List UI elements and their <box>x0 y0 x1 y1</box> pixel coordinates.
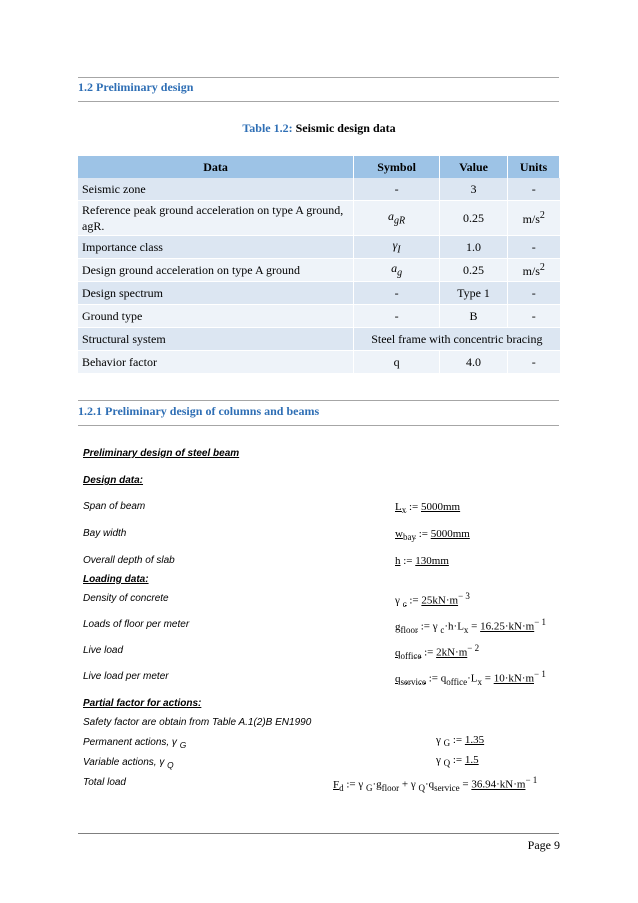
table-row <box>78 351 560 374</box>
cell-symbol: q <box>354 351 440 374</box>
variable-actions-expr: γ $_Q$ := 1.5 <box>436 754 479 769</box>
cell-data: Ground type <box>78 305 354 328</box>
table-row <box>78 178 560 201</box>
bay-label: Bay width <box>83 528 127 539</box>
total-load-label: Total load <box>83 777 126 788</box>
cell-value: 4.0 <box>440 351 508 374</box>
cell-symbol: $a_g$ <box>354 259 440 282</box>
header-data: Data <box>78 156 354 178</box>
table-row <box>78 305 560 328</box>
cell-data: Importance class <box>78 236 354 259</box>
cell-value: 1.0 <box>440 236 508 259</box>
calc-title: Preliminary design of steel beam <box>83 448 240 459</box>
caption-label: Table 1.2: <box>242 121 293 135</box>
cell-symbol: - <box>354 305 440 328</box>
cell-units: - <box>508 178 560 201</box>
header-value: Value <box>440 156 508 178</box>
cell-value: B <box>440 305 508 328</box>
subsection-top-rule <box>78 400 559 401</box>
header-units: Units <box>508 156 560 178</box>
table-caption <box>0 121 638 136</box>
depth-expr: h := 130mm <box>395 555 449 567</box>
cell-merged: Steel frame with concentric bracing <box>354 328 560 351</box>
table-row <box>78 259 560 282</box>
cell-data: Reference peak ground acceleration on type A ground, agR. <box>78 201 354 236</box>
cell-units: - <box>508 305 560 328</box>
subsection-heading: 1.2.1 Preliminary design of columns and beams <box>78 404 320 418</box>
cell-units: $m/s^2$ <box>508 259 560 282</box>
cell-symbol: $a_{gR}$ <box>354 201 440 236</box>
top-rule <box>78 77 559 78</box>
cell-value: 0.25 <box>440 259 508 282</box>
variable-actions-label: Variable actions, γ $_Q$ <box>83 757 174 770</box>
subsection-rule <box>78 425 559 426</box>
floor-load-label: Loads of floor per meter <box>83 619 190 630</box>
cell-symbol: - <box>354 178 440 201</box>
cell-units: - <box>508 236 560 259</box>
live-load-per-meter-label: Live load per meter <box>83 671 169 682</box>
permanent-actions-expr: γ $_G$ := 1.35 <box>436 734 485 749</box>
bay-expr: $w_{bay}$ := 5000mm <box>395 528 470 543</box>
cell-value: 3 <box>440 178 508 201</box>
cell-units: $m/s^2$ <box>508 201 560 236</box>
section-heading: 1.2 Preliminary design <box>78 80 194 94</box>
cell-data: Design ground acceleration on type A ground <box>78 259 354 282</box>
cell-value: Type 1 <box>440 282 508 305</box>
cell-data: Structural system <box>78 328 354 351</box>
partial-factor-title: Partial factor for actions: <box>83 698 202 709</box>
cell-units: - <box>508 282 560 305</box>
live-load-label: Live load <box>83 645 124 656</box>
header-symbol: Symbol <box>354 156 440 178</box>
page-number: Page 9 <box>527 838 560 852</box>
section-rule <box>78 101 559 102</box>
span-label: Span of beam <box>83 501 146 512</box>
cell-data: Design spectrum <box>78 282 354 305</box>
depth-label: Overall depth of slab <box>83 555 175 566</box>
footer-rule <box>78 833 559 834</box>
cell-symbol: $\gamma_I$ <box>354 236 440 259</box>
seismic-design-table <box>78 156 560 374</box>
density-label: Density of concrete <box>83 593 169 604</box>
caption-title: Seismic design data <box>295 121 396 135</box>
live-load-expr: $q_{office}$ := $2kN\cdot m^{- 2}$ <box>395 643 480 661</box>
cell-data: Behavior factor <box>78 351 354 374</box>
cell-units: - <box>508 351 560 374</box>
table-row <box>78 236 560 259</box>
floor-load-expr: $g_{floor}$ := γ $_c\cdot h\cdot L_x = 16.25\cdot kN\cdot m^{- 1}$ <box>395 617 547 635</box>
safety-note: Safety factor are obtain from Table A.1(2)B EN1990 <box>83 717 312 728</box>
cell-value: 0.25 <box>440 201 508 236</box>
loading-data-label: Loading data: <box>83 574 149 585</box>
span-expr: $L_x$ := 5000mm <box>395 501 461 516</box>
table-row <box>78 201 560 236</box>
permanent-actions-label: Permanent actions, γ $_G$ <box>83 737 187 750</box>
design-data-label: Design data: <box>83 475 144 486</box>
live-load-per-meter-expr: $q_{service}$ := $q_{office}\cdot L_x = 10\cdot kN\cdot m^{- 1}$ <box>395 669 546 687</box>
total-load-expr: $F_d$ := γ $_G\cdot g_{floor} + \gamma$ $_Q\cdot q_{service} = 36.94\cdot kN\cdot m^{- 1}$ <box>333 775 538 793</box>
table-header-row <box>78 156 560 178</box>
table-row <box>78 282 560 305</box>
table-row <box>78 328 560 351</box>
cell-symbol: - <box>354 282 440 305</box>
density-expr: γ $_c$ := $25kN\cdot m^{- 3}$ <box>395 591 470 609</box>
cell-data: Seismic zone <box>78 178 354 201</box>
